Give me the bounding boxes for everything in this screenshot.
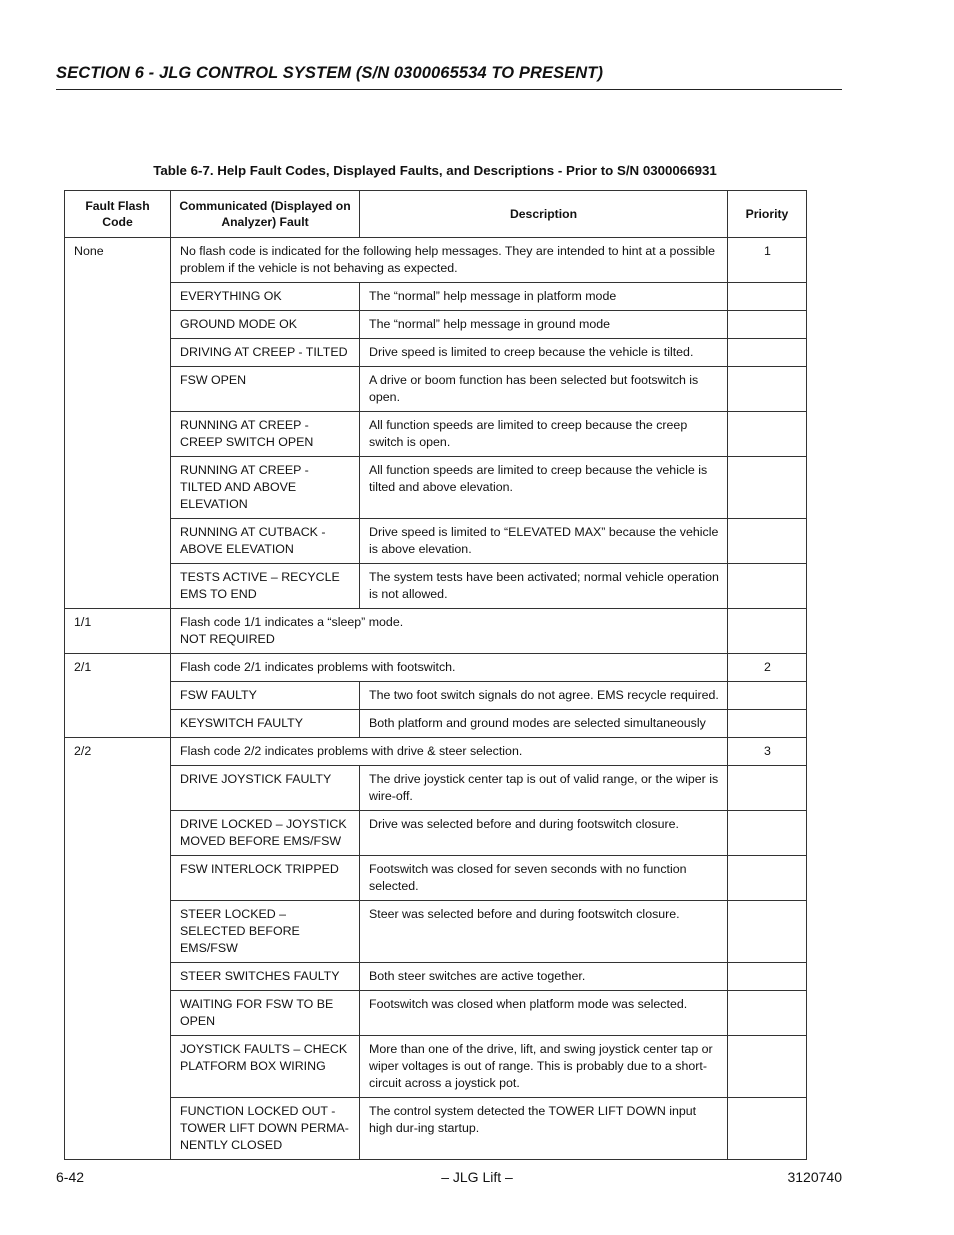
table-row: [65, 564, 807, 609]
description-cell: The “normal” help message in ground mode: [360, 311, 728, 339]
group-intro-cell: [171, 654, 728, 682]
fault-cell: STEER LOCKED – SELECTED BEFORE EMS/FSW: [171, 901, 360, 963]
description-cell: Drive was selected before and during footswitch closure.: [360, 811, 728, 856]
description-cell: The control system detected the TOWER LIFT DOWN input high dur-ing startup.: [360, 1098, 728, 1160]
priority-cell: 2: [728, 654, 807, 682]
column-header-description: Description: [360, 191, 728, 238]
group-intro-cell: [171, 609, 728, 654]
table-row: [65, 311, 807, 339]
fault-flash-code-cell: 1/1: [65, 609, 171, 654]
fault-flash-code-cell: None: [65, 238, 171, 609]
priority-cell-empty: [728, 1098, 807, 1160]
table-row: [65, 710, 807, 738]
group-intro-text: Flash code 2/1 indicates problems with footswitch.: [180, 660, 456, 674]
table-row: [65, 766, 807, 811]
fault-flash-code-cell: 2/1: [65, 654, 171, 738]
fault-cell: RUNNING AT CREEP - CREEP SWITCH OPEN: [171, 412, 360, 457]
priority-cell: [728, 609, 807, 654]
description-cell: The system tests have been activated; normal vehicle operation is not allowed.: [360, 564, 728, 609]
fault-cell: WAITING FOR FSW TO BE OPEN: [171, 991, 360, 1036]
table-row: [65, 412, 807, 457]
fault-cell: TESTS ACTIVE – RECYCLE EMS TO END: [171, 564, 360, 609]
priority-cell-empty: [728, 457, 807, 519]
table-row: [65, 519, 807, 564]
fault-cell: RUNNING AT CREEP - TILTED AND ABOVE ELEVATION: [171, 457, 360, 519]
fault-cell: KEYSWITCH FAULTY: [171, 710, 360, 738]
fault-cell: GROUND MODE OK: [171, 311, 360, 339]
section-title: SECTION 6 - JLG CONTROL SYSTEM (S/N 0300065534 TO PRESENT): [56, 64, 604, 82]
priority-cell-empty: [728, 339, 807, 367]
priority-cell: 1: [728, 238, 807, 283]
description-cell: Drive speed is limited to “ELEVATED MAX” because the vehicle is above elevation.: [360, 519, 728, 564]
group-intro-cell: [171, 238, 728, 283]
description-cell: All function speeds are limited to creep because the creep switch is open.: [360, 412, 728, 457]
table-row: [65, 682, 807, 710]
table-row: [65, 991, 807, 1036]
table-group-row: [65, 654, 807, 682]
priority-cell-empty: [728, 991, 807, 1036]
table-row: [65, 457, 807, 519]
table-row: [65, 339, 807, 367]
priority-cell-empty: [728, 367, 807, 412]
priority-cell-empty: [728, 682, 807, 710]
group-intro-cell: [171, 738, 728, 766]
priority-cell-empty: [728, 412, 807, 457]
priority-cell-empty: [728, 283, 807, 311]
priority-cell-empty: [728, 811, 807, 856]
footer-publisher: – JLG Lift –: [441, 1169, 513, 1185]
description-cell: The “normal” help message in platform mode: [360, 283, 728, 311]
table-row: [65, 1036, 807, 1098]
priority-cell-empty: [728, 766, 807, 811]
column-header-fault-flash-code: Fault Flash Code: [65, 191, 171, 238]
fault-cell: FSW OPEN: [171, 367, 360, 412]
column-header-priority: Priority: [728, 191, 807, 238]
description-cell: All function speeds are limited to creep because the vehicle is tilted and above elevation.: [360, 457, 728, 519]
priority-cell-empty: [728, 564, 807, 609]
description-cell: Drive speed is limited to creep because the vehicle is tilted.: [360, 339, 728, 367]
document-number: 3120740: [787, 1169, 842, 1185]
fault-cell: FSW FAULTY: [171, 682, 360, 710]
priority-cell-empty: [728, 856, 807, 901]
table-row: [65, 283, 807, 311]
fault-cell: JOYSTICK FAULTS – CHECK PLATFORM BOX WIRING: [171, 1036, 360, 1098]
fault-cell: RUNNING AT CUTBACK - ABOVE ELEVATION: [171, 519, 360, 564]
description-cell: The two foot switch signals do not agree. EMS recycle required.: [360, 682, 728, 710]
fault-cell: DRIVE LOCKED – JOYSTICK MOVED BEFORE EMS/FSW: [171, 811, 360, 856]
header-divider: [56, 89, 842, 90]
table-row: [65, 856, 807, 901]
table-row: [65, 963, 807, 991]
priority-cell-empty: [728, 901, 807, 963]
priority-cell: 3: [728, 738, 807, 766]
description-cell: More than one of the drive, lift, and swing joystick center tap or wiper voltages is out of range. This is probably due to a short-circuit across a joystick pot.: [360, 1036, 728, 1098]
description-cell: Footswitch was closed when platform mode was selected.: [360, 991, 728, 1036]
description-cell: Footswitch was closed for seven seconds with no function selected.: [360, 856, 728, 901]
priority-cell-empty: [728, 519, 807, 564]
column-header-communicated-fault: Communicated (Displayed on Analyzer) Fault: [171, 191, 360, 238]
table-group-row: [65, 738, 807, 766]
table-group-row: [65, 609, 807, 654]
fault-cell: STEER SWITCHES FAULTY: [171, 963, 360, 991]
priority-cell-empty: [728, 1036, 807, 1098]
table-row: [65, 1098, 807, 1160]
table-body: [65, 238, 807, 1160]
table-row: [65, 811, 807, 856]
group-intro-text: Flash code 2/2 indicates problems with drive & steer selection.: [180, 744, 523, 758]
priority-cell-empty: [728, 710, 807, 738]
fault-cell: EVERYTHING OK: [171, 283, 360, 311]
table-group-row: [65, 238, 807, 283]
fault-code-table: [64, 190, 807, 1160]
table-header-row: [65, 191, 807, 238]
description-cell: Steer was selected before and during footswitch closure.: [360, 901, 728, 963]
table-row: [65, 367, 807, 412]
table-row: [65, 901, 807, 963]
description-cell: Both steer switches are active together.: [360, 963, 728, 991]
fault-cell: FSW INTERLOCK TRIPPED: [171, 856, 360, 901]
group-intro-text: Flash code 1/1 indicates a “sleep” mode.: [180, 615, 404, 629]
description-cell: A drive or boom function has been selected but footswitch is open.: [360, 367, 728, 412]
table-caption: Table 6-7. Help Fault Codes, Displayed Faults, and Descriptions - Prior to S/N 0300066931: [153, 163, 717, 178]
description-cell: Both platform and ground modes are selected simultaneously: [360, 710, 728, 738]
priority-cell-empty: [728, 311, 807, 339]
fault-cell: FUNCTION LOCKED OUT - TOWER LIFT DOWN PERMA-NENTLY CLOSED: [171, 1098, 360, 1160]
fault-cell: DRIVING AT CREEP - TILTED: [171, 339, 360, 367]
priority-cell-empty: [728, 963, 807, 991]
fault-flash-code-cell: 2/2: [65, 738, 171, 1160]
fault-cell: DRIVE JOYSTICK FAULTY: [171, 766, 360, 811]
group-intro-note: NOT REQUIRED: [180, 632, 275, 646]
page-number: 6-42: [56, 1169, 85, 1185]
group-intro-text: No flash code is indicated for the following help messages. They are intended to hint at a possible problem if the vehicle is not behaving as expected.: [180, 244, 715, 275]
description-cell: The drive joystick center tap is out of valid range, or the wiper is wire-off.: [360, 766, 728, 811]
